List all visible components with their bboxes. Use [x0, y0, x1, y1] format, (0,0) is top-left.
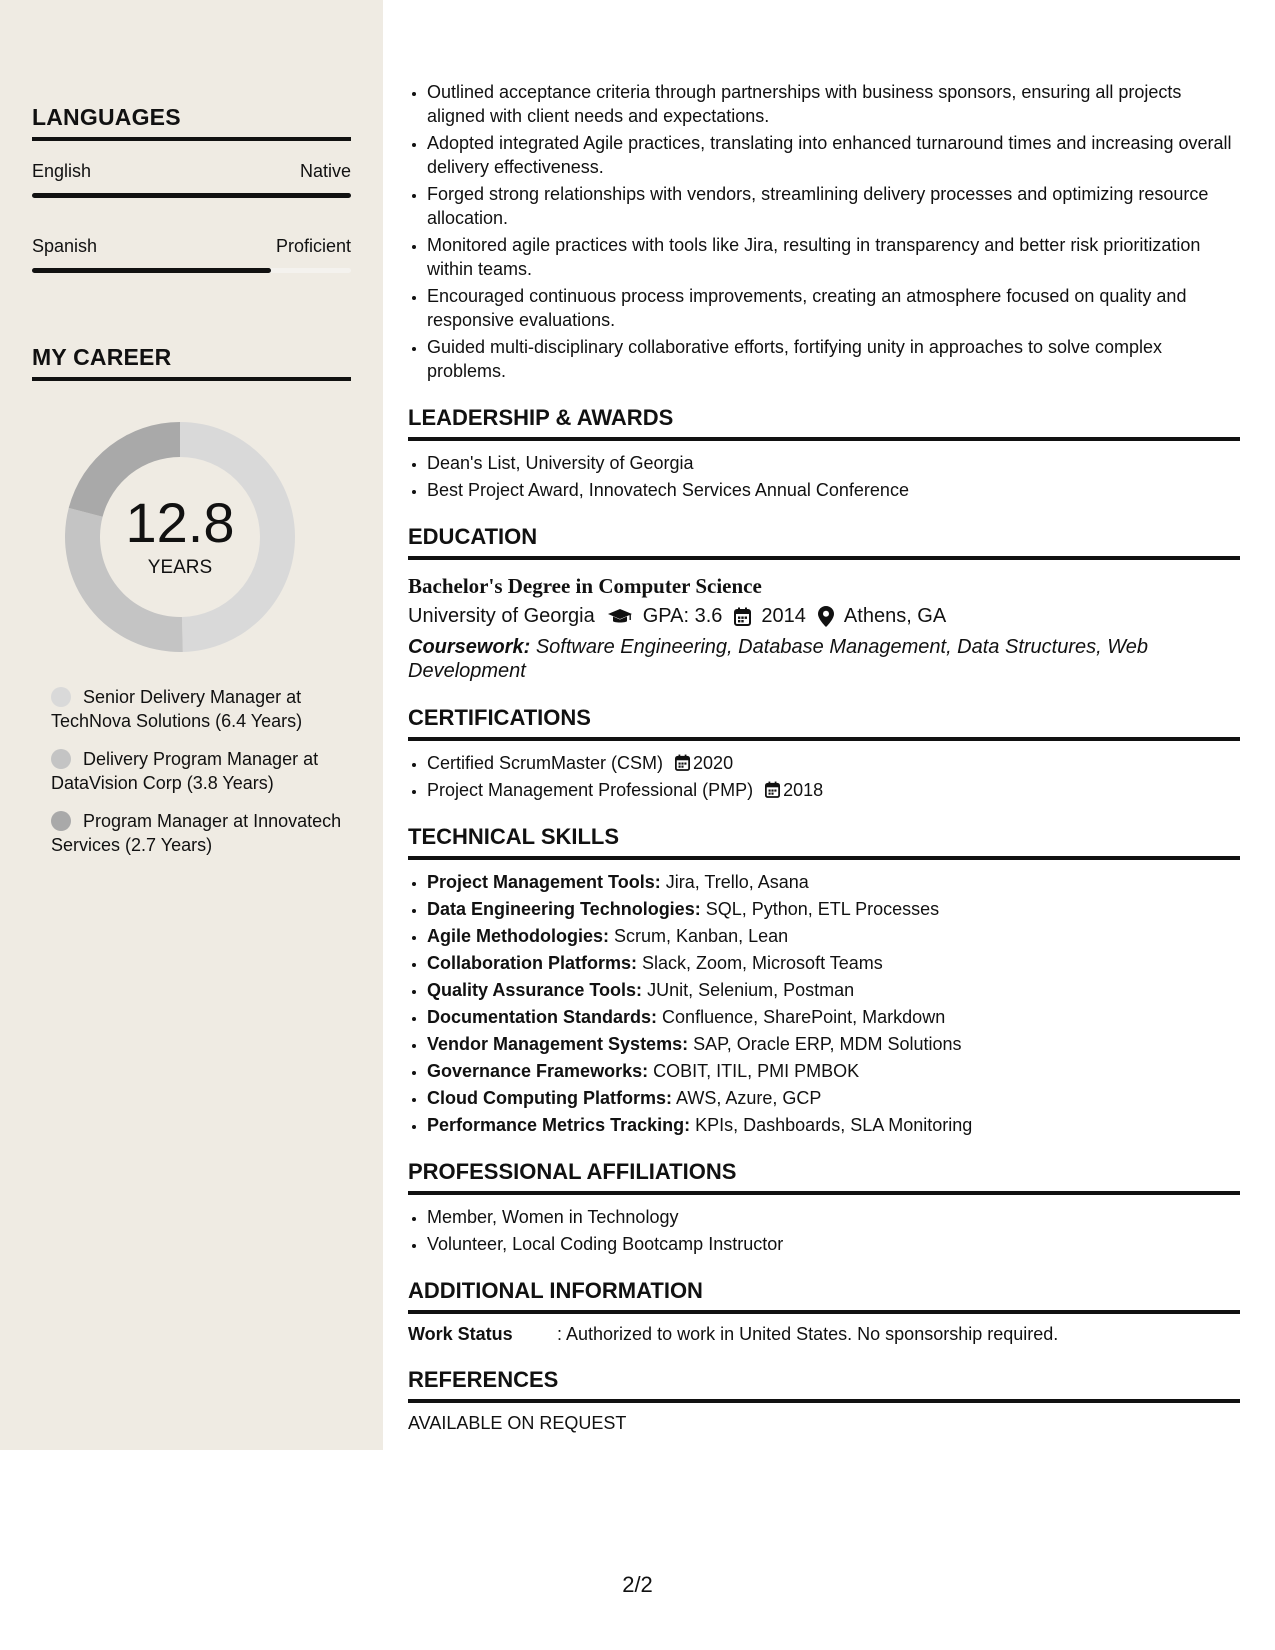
main-content: [408, 80, 1240, 1434]
references-text: AVAILABLE ON REQUEST: [408, 1413, 627, 1433]
coursework-value: Software Engineering, Database Management, Data Structures, Web Development: [408, 636, 1148, 682]
list-item: • Dean's List, University of Georgia: [427, 451, 1240, 475]
list-item: [427, 1005, 1240, 1029]
skills-list: [408, 870, 1240, 1137]
affiliations-heading: PROFESSIONAL AFFILIATIONS: [408, 1159, 1240, 1195]
certifications-heading: CERTIFICATIONS: [408, 705, 1240, 741]
work-status-value: : Authorized to work in United States. No sponsorship required.: [557, 1324, 1059, 1344]
sidebar: [0, 0, 383, 1450]
career-legend: [51, 685, 351, 871]
languages-heading: LANGUAGES: [32, 104, 351, 141]
skill-label: Data Engineering Technologies:: [427, 899, 701, 919]
graduation-year: 2014: [761, 605, 806, 627]
experience-bullets: [408, 80, 1240, 383]
coursework-label: Coursework:: [408, 636, 531, 658]
school-location: Athens, GA: [843, 605, 947, 627]
calendar-icon: [765, 781, 780, 798]
skill-value: KPIs, Dashboards, SLA Monitoring: [695, 1115, 973, 1135]
career-total-years: 12.8: [125, 491, 235, 554]
skill-label: Quality Assurance Tools:: [427, 980, 643, 1000]
affiliations-list: [408, 1205, 1240, 1256]
legend-dot-icon: [51, 811, 71, 831]
skill-label: Governance Frameworks:: [427, 1061, 649, 1081]
skill-label: Performance Metrics Tracking:: [427, 1115, 691, 1135]
skill-value: SQL, Python, ETL Processes: [705, 899, 940, 919]
career-section: [32, 344, 351, 381]
career-legend-label: Program Manager at Innovatech Services (2.7 Years): [51, 811, 342, 855]
work-status-row: [408, 1324, 1240, 1345]
language-row: [32, 236, 351, 257]
awards-heading: LEADERSHIP & AWARDS: [408, 405, 1240, 441]
skill-value: AWS, Azure, GCP: [676, 1088, 822, 1108]
coursework: [408, 635, 1240, 683]
list-item: • Monitored agile practices with tools like Jira, resulting in transparency and better risk prioritization within teams.: [427, 233, 1240, 281]
skill-label: Cloud Computing Platforms:: [427, 1088, 672, 1108]
language-bar: [32, 193, 351, 198]
gpa: GPA: 3.6: [642, 605, 723, 627]
list-item: • Adopted integrated Agile practices, translating into enhanced turnaround times and increasing overall delivery effectiveness.: [427, 131, 1240, 179]
career-legend-item: [51, 685, 351, 733]
graduation-cap-icon: [607, 608, 633, 626]
language-bar-fill: [32, 193, 351, 198]
language-level: Proficient: [275, 236, 351, 256]
skill-label: Project Management Tools:: [427, 872, 661, 892]
education-meta: [408, 605, 1240, 628]
list-item: [427, 951, 1240, 975]
skill-label: Collaboration Platforms:: [427, 953, 638, 973]
skill-value: JUnit, Selenium, Postman: [647, 980, 855, 1000]
list-item: • Volunteer, Local Coding Bootcamp Instructor: [427, 1232, 1240, 1256]
school-name: University of Georgia: [408, 605, 595, 627]
additional-info-heading: ADDITIONAL INFORMATION: [408, 1278, 1240, 1314]
career-total-unit: YEARS: [147, 557, 213, 578]
languages-section: [32, 104, 351, 273]
certification-name: Certified ScrumMaster (CSM): [427, 753, 664, 773]
location-pin-icon: [818, 606, 834, 627]
list-item: • Forged strong relationships with vendors, streamlining delivery processes and optimizing resource allocation.: [427, 182, 1240, 230]
list-item: [427, 870, 1240, 894]
work-status-label: Work Status: [408, 1324, 513, 1344]
skill-value: SAP, Oracle ERP, MDM Solutions: [693, 1034, 962, 1054]
page-number: 2/2: [622, 1572, 653, 1597]
education-heading: EDUCATION: [408, 524, 1240, 560]
skill-value: Confluence, SharePoint, Markdown: [662, 1007, 946, 1027]
certification-year: 2018: [783, 780, 824, 800]
certifications-list: [408, 751, 1240, 802]
skills-heading: TECHNICAL SKILLS: [408, 824, 1240, 860]
career-donut-chart: [65, 422, 295, 652]
career-legend-label: Delivery Program Manager at DataVision Corp (3.8 Years): [51, 749, 319, 793]
list-item: [427, 1059, 1240, 1083]
list-item: • Best Project Award, Innovatech Services Annual Conference: [427, 478, 1240, 502]
career-legend-item: [51, 809, 351, 857]
language-bar-fill: [32, 268, 271, 273]
skill-value: COBIT, ITIL, PMI PMBOK: [653, 1061, 860, 1081]
list-item: • Guided multi-disciplinary collaborative efforts, fortifying unity in approaches to solve complex problems.: [427, 335, 1240, 383]
references-heading: REFERENCES: [408, 1367, 1240, 1403]
list-item: [427, 924, 1240, 948]
language-level: Native: [299, 161, 351, 181]
career-legend-label: Senior Delivery Manager at TechNova Solutions (6.4 Years): [51, 687, 303, 731]
language-row: [32, 161, 351, 182]
skill-value: Slack, Zoom, Microsoft Teams: [642, 953, 883, 973]
skill-value: Jira, Trello, Asana: [665, 872, 809, 892]
list-item: [427, 897, 1240, 921]
skill-label: Vendor Management Systems:: [427, 1034, 689, 1054]
list-item: • Outlined acceptance criteria through partnerships with business sponsors, ensuring all projects aligned with client needs and expectations.: [427, 80, 1240, 128]
list-item: [427, 978, 1240, 1002]
certification-year: 2020: [693, 753, 734, 773]
skill-label: Agile Methodologies:: [427, 926, 609, 946]
legend-dot-icon: [51, 687, 71, 707]
language-name: English: [32, 161, 92, 181]
calendar-icon: [734, 607, 751, 626]
list-item: • Member, Women in Technology: [427, 1205, 1240, 1229]
skill-value: Scrum, Kanban, Lean: [614, 926, 789, 946]
list-item: [427, 1086, 1240, 1110]
certification-name: Project Management Professional (PMP): [427, 780, 754, 800]
skill-label: Documentation Standards:: [427, 1007, 658, 1027]
list-item: [427, 778, 1240, 802]
list-item: [427, 1113, 1240, 1137]
career-legend-item: [51, 747, 351, 795]
list-item: [427, 1032, 1240, 1056]
list-item: • Encouraged continuous process improvements, creating an atmosphere focused on quality and responsive evaluations.: [427, 284, 1240, 332]
calendar-icon: [675, 754, 690, 771]
legend-dot-icon: [51, 749, 71, 769]
list-item: [427, 751, 1240, 775]
degree-title: Bachelor's Degree in Computer Science: [408, 574, 762, 598]
career-heading: MY CAREER: [32, 344, 351, 381]
language-bar: [32, 268, 351, 273]
awards-list: [408, 451, 1240, 502]
language-name: Spanish: [32, 236, 98, 256]
